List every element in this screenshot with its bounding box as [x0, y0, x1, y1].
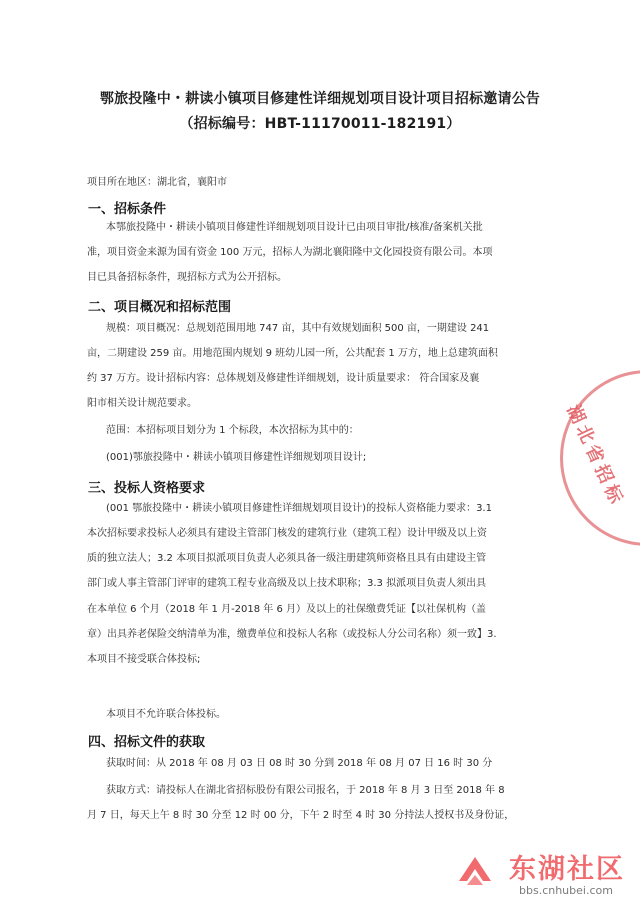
tender-number: （招标编号：HBT-11170011-182191） — [179, 116, 461, 132]
section-3-line: 章）出具养老保险交纳清单为准，缴费单位和投标人名称（或投标人分公司名称）须一致】3. — [87, 629, 497, 640]
watermark — [455, 845, 640, 905]
section-3-line: 部门或人事主管部门评审的建筑工程专业高级及以上技术职称；3.3 拟派项目负责人须出具 — [87, 578, 487, 589]
section-heading-2: 二、项目概况和招标范围 — [88, 300, 232, 315]
section-2-line: 约 37 万方。设计招标内容：总体规划及修建性详细规划，设计质量要求： 符合国家及襄 — [87, 373, 480, 384]
document-title: 鄂旅投隆中・耕读小镇项目修建性详细规划项目设计项目招标邀请公告 — [99, 91, 541, 107]
section-4-line: 月 7 日，每天上午 8 时 30 分至 12 时 00 分，下午 2 时至 4 时 30 分持法人授权书及身份证， — [87, 810, 515, 821]
section-2-line: 规模：项目概况：总规划范围用地 747 亩，其中有效规划面积 500 亩，一期建设 241 — [106, 323, 490, 334]
project-region: 项目所在地区：湖北省，襄阳市 — [87, 177, 227, 188]
donghu-logo-icon — [455, 851, 495, 891]
section-2-line: (001)鄂旅投隆中・耕读小镇项目修建性详细规划项目设计; — [106, 452, 367, 463]
section-3-line: (001 鄂旅投隆中・耕读小镇项目修建性详细规划项目设计)的投标人资格能力要求：3.1 — [106, 503, 492, 514]
section-3-line: 本项目不允许联合体投标。 — [106, 709, 226, 720]
section-heading-4: 四、招标文件的获取 — [88, 735, 206, 750]
section-3-line: 本项目不接受联合体投标; — [87, 654, 201, 665]
section-1-line: 准，项目资金来源为国有资金 100 万元，招标人为湖北襄阳隆中文化园投资有限公司。本项 — [87, 247, 493, 258]
section-1-line: 本鄂旅投隆中・耕读小镇项目修建性详细规划项目设计已由项目审批/核准/备案机关批 — [106, 222, 483, 233]
watermark-title: 东湖社区 — [509, 854, 625, 885]
section-4-line: 获取方式：请投标人在湖北省招标股份有限公司报名，于 2018 年 8 月 3 日至 2018 年 8 — [106, 785, 505, 796]
section-2-line: 亩，二期建设 259 亩。用地范围内规划 9 班幼儿园一所，公共配套 1 万方，地上总建筑面积 — [87, 348, 498, 359]
section-heading-3: 三、投标人资格要求 — [88, 481, 206, 496]
section-4-line: 获取时间：从 2018 年 08 月 03 日 08 时 30 分到 2018 年 08 月 07 日 16 时 30 分 — [106, 758, 493, 769]
seal-text: 湖北省招标 — [562, 401, 628, 511]
section-heading-1: 一、招标条件 — [88, 202, 167, 217]
section-3-line: 在本单位 6 个月（2018 年 1 月-2018 年 6 月）及以上的社保缴费凭证【以社保机构（盖 — [87, 604, 487, 615]
section-2-line: 阳市相关设计规范要求。 — [87, 398, 197, 409]
section-3-line: 本次招标要求投标人必须具有建设主管部门核发的建筑行业（建筑工程）设计甲级及以上资 — [87, 528, 487, 539]
section-1-line: 目已具备招标条件，现招标方式为公开招标。 — [87, 272, 287, 283]
section-2-line: 范围：本招标项目划分为 1 个标段，本次招标为其中的： — [106, 425, 359, 436]
watermark-url: bbs.cnhubei.com — [519, 884, 613, 897]
section-3-line: 质的独立法人；3.2 本项目拟派项目负责人必须具备一级注册建筑师资格且具有由建设主管 — [87, 553, 487, 564]
